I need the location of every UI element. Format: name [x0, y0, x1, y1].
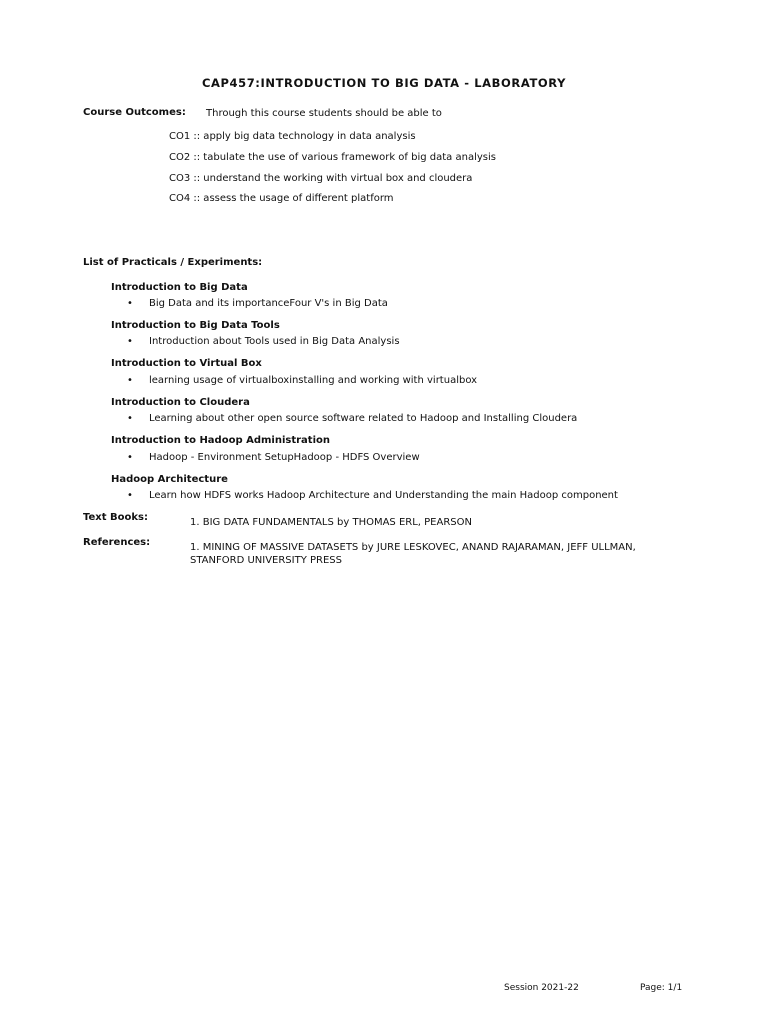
bullet-icon: • — [127, 298, 133, 309]
practical-section-bullet: Introduction about Tools used in Big Data Analysis — [149, 336, 400, 347]
page-title: CAP457:INTRODUCTION TO BIG DATA - LABORATORY — [201, 76, 567, 90]
course-outcomes-intro: Through this course students should be able to — [206, 108, 442, 119]
bullet-icon: • — [127, 452, 133, 463]
reference-item-line: STANFORD UNIVERSITY PRESS — [190, 555, 342, 566]
bullet-icon: • — [127, 490, 133, 501]
practical-section-bullet: Learning about other open source software related to Hadoop and Installing Cloudera — [149, 413, 578, 424]
bullet-icon: • — [127, 413, 133, 424]
practical-section-heading: Introduction to Big Data — [111, 282, 248, 293]
practical-section-bullet: Big Data and its importanceFour V's in Big Data — [149, 298, 388, 309]
course-outcome-item: CO2 :: tabulate the use of various framework of big data analysis — [169, 152, 496, 163]
footer-page-number: Page: 1/1 — [640, 983, 683, 993]
text-books-label: Text Books: — [83, 512, 148, 523]
practical-section-bullet: learning usage of virtualboxinstalling and working with virtualbox — [149, 375, 478, 386]
text-book-item: 1. BIG DATA FUNDAMENTALS by THOMAS ERL, PEARSON — [190, 517, 472, 528]
course-outcome-item: CO4 :: assess the usage of different platform — [169, 193, 394, 204]
reference-item-line: 1. MINING OF MASSIVE DATASETS by JURE LESKOVEC, ANAND RAJARAMAN, JEFF ULLMAN, — [190, 542, 636, 553]
course-outcomes-label: Course Outcomes: — [83, 107, 186, 118]
references-label: References: — [83, 537, 151, 548]
practical-section-heading: Introduction to Big Data Tools — [111, 320, 280, 331]
practical-section-bullet: Learn how HDFS works Hadoop Architecture and Understanding the main Hadoop component — [149, 490, 618, 501]
footer-session: Session 2021-22 — [504, 983, 579, 993]
practical-section-heading: Introduction to Hadoop Administration — [111, 435, 330, 446]
course-outcome-item: CO3 :: understand the working with virtual box and cloudera — [169, 173, 473, 184]
practical-section-heading: Introduction to Cloudera — [111, 397, 250, 408]
practical-section-bullet: Hadoop - Environment SetupHadoop - HDFS Overview — [149, 452, 420, 463]
bullet-icon: • — [127, 375, 133, 386]
practical-section-heading: Introduction to Virtual Box — [111, 358, 262, 369]
course-outcome-item: CO1 :: apply big data technology in data analysis — [169, 131, 416, 142]
bullet-icon: • — [127, 336, 133, 347]
practicals-label: List of Practicals / Experiments: — [83, 257, 263, 268]
practical-section-heading: Hadoop Architecture — [111, 474, 228, 485]
